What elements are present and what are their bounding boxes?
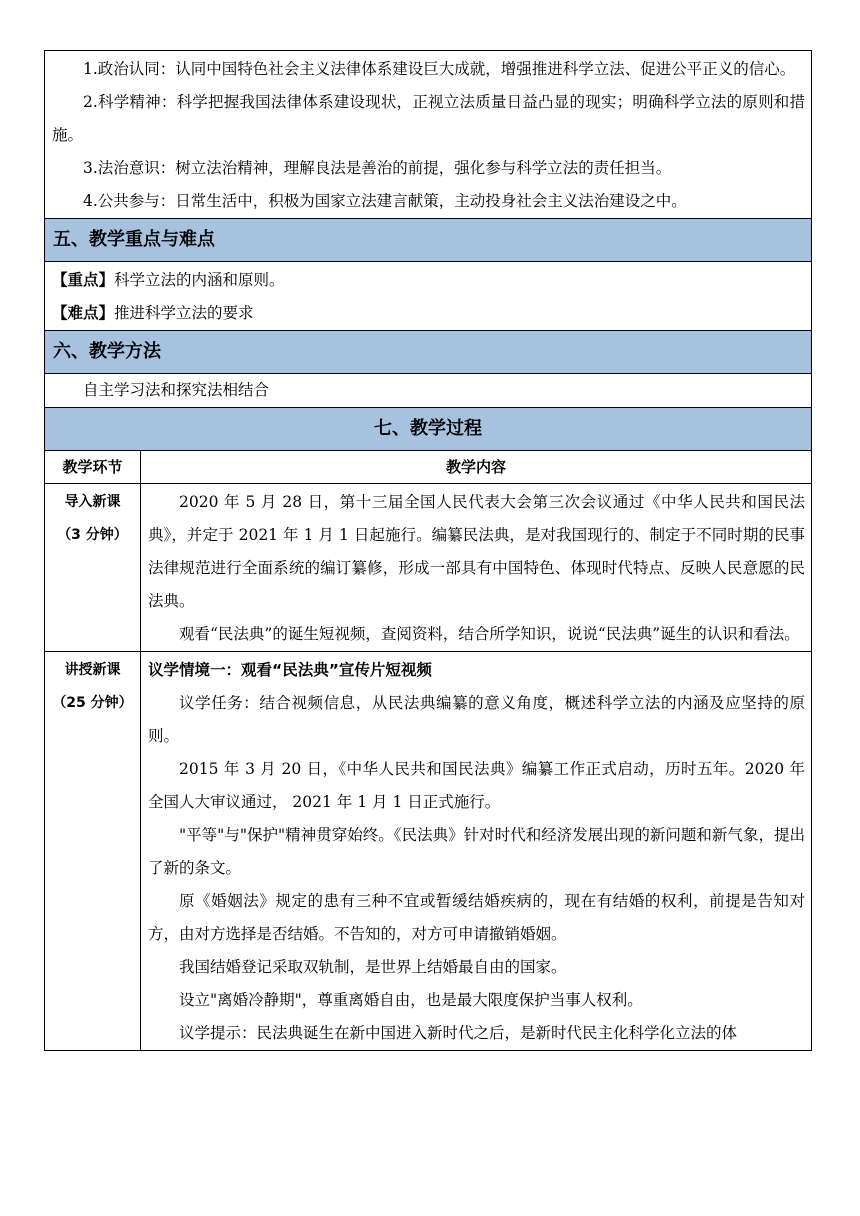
section5-content-row (45, 262, 812, 331)
stage-name: 导入新课 (64, 494, 121, 510)
section5-header-row (45, 219, 812, 262)
content-paragraph: 设立"离婚冷静期"，尊重离婚自由，也是最大限度保护当事人权利。 (179, 991, 643, 1009)
content-cell (141, 484, 812, 652)
goal-item: 3.法治意识：树立法治精神，理解良法是善治的前提，强化参与科学立法的责任担当。 (83, 159, 672, 177)
content-column-header: 教学内容 (141, 451, 812, 484)
goal-item: 1.政治认同：认同中国特色社会主义法律体系建设巨大成就，增强推进科学立法、促进公平正义的信心。 (83, 60, 796, 78)
lesson-plan-table (44, 50, 812, 1051)
process-row-teaching (45, 652, 812, 1051)
teaching-method-text: 自主学习法和探究法相结合 (83, 381, 270, 399)
stage-duration: （3 分钟） (57, 527, 128, 543)
goal-item: 2.科学精神：科学把握我国法律体系建设现状，正视立法质量日益凸显的现实；明确科学立法的原则和措施。 (52, 93, 806, 144)
key-point-text: 科学立法的内涵和原则。 (114, 271, 285, 289)
stage-cell (45, 484, 141, 652)
stage-cell (45, 652, 141, 1051)
section6-title: 六、教学方法 (45, 331, 812, 374)
content-paragraph: 2020 年 5 月 28 日，第十三届全国人民代表大会第三次会议通过《中华人民共和国民法典》，并定于 2021 年 1 月 1 日起施行。编纂民法典，是对我国现行的、制定于不同时期的民事法律规范进行全面系统的编订纂修，形成一部具有中国特色、体现时代特点、反映人民意愿的民法典。 (148, 493, 806, 610)
stage-column-header: 教学环节 (45, 451, 141, 484)
section6-content-row (45, 374, 812, 408)
goal-item: 4.公共参与：日常生活中，积极为国家立法建言献策，主动投身社会主义法治建设之中。 (83, 192, 687, 210)
lesson-plan-page (44, 50, 811, 1051)
scenario-heading: 议学情境一：观看“民法典”宣传片短视频 (148, 661, 432, 679)
content-paragraph: 观看“民法典”的诞生短视频，查阅资料，结合所学知识，说说“民法典”诞生的认识和看法。 (179, 625, 800, 643)
difficulty-text: 推进科学立法的要求 (114, 304, 254, 322)
process-row-intro (45, 484, 812, 652)
section7-header-row (45, 408, 812, 451)
content-paragraph: "平等"与"保护"精神贯穿始终。《民法典》针对时代和经济发展出现的新问题和新气象，提出了新的条文。 (148, 826, 806, 877)
difficulty-label: 【难点】 (52, 304, 115, 322)
section5-content (45, 262, 812, 331)
content-paragraph: 议学提示：民法典诞生在新中国进入新时代之后，是新时代民主化科学化立法的体 (179, 1024, 738, 1042)
stage-name: 讲授新课 (64, 662, 121, 678)
key-point-label: 【重点】 (52, 271, 115, 289)
content-cell (141, 652, 812, 1051)
content-paragraph: 2015 年 3 月 20 日，《中华人民共和国民法典》编纂工作正式启动，历时五年。2020 年全国人大审议通过， 2021 年 1 月 1 日正式施行。 (148, 760, 806, 811)
content-paragraph: 议学任务：结合视频信息，从民法典编纂的意义角度，概述科学立法的内涵及应坚持的原则。 (148, 694, 806, 745)
difficulty-point (52, 297, 805, 330)
goals-cell (45, 51, 812, 219)
section6-content (45, 374, 812, 408)
section6-header-row (45, 331, 812, 374)
content-paragraph: 我国结婚登记采取双轨制，是世界上结婚最自由的国家。 (179, 958, 567, 976)
stage-duration: （25 分钟） (52, 695, 133, 711)
content-paragraph: 原《婚姻法》规定的患有三种不宜或暂缓结婚疾病的，现在有结婚的权利，前提是告知对方，由对方选择是否结婚。不告知的，对方可申请撤销婚姻。 (148, 892, 806, 943)
process-header-row (45, 451, 812, 484)
section7-title: 七、教学过程 (45, 408, 812, 451)
section5-title: 五、教学重点与难点 (45, 219, 812, 262)
goals-row (45, 51, 812, 219)
key-point (52, 264, 805, 297)
